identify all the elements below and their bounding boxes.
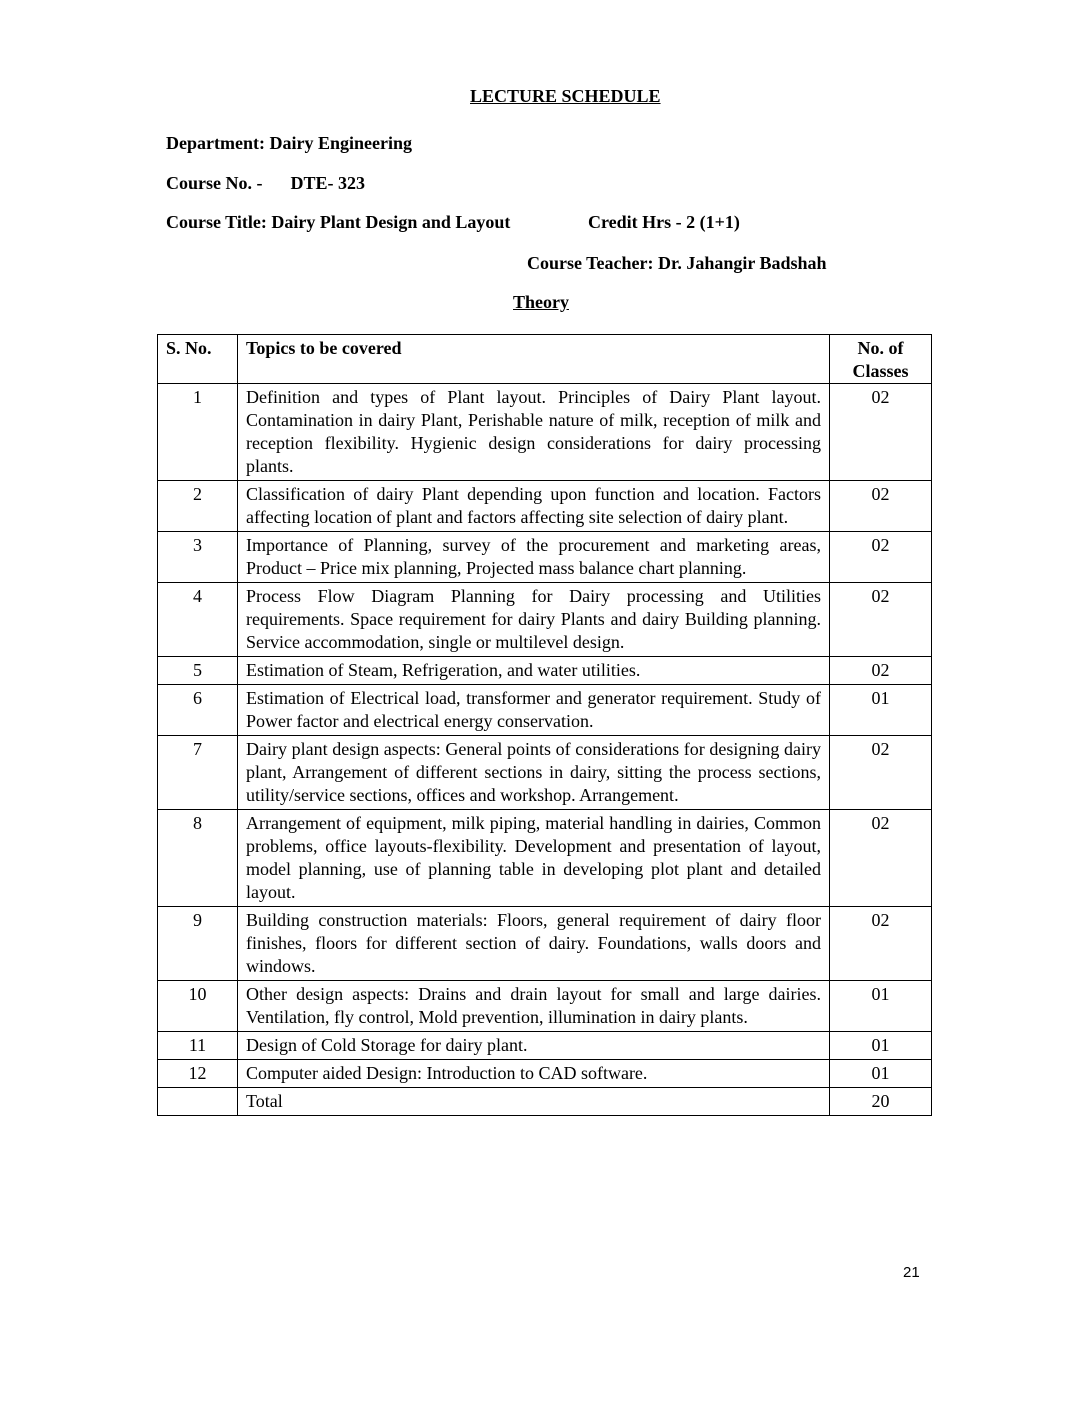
cell-sno: 1 xyxy=(158,384,238,481)
cell-classes: 01 xyxy=(830,981,932,1032)
credit-hours: Credit Hrs - 2 (1+1) xyxy=(588,212,740,232)
cell-topic: Design of Cold Storage for dairy plant. xyxy=(238,1032,830,1060)
cell-classes: 02 xyxy=(830,907,932,981)
table-header-row xyxy=(158,335,932,384)
table-row xyxy=(158,1032,932,1060)
cell-sno: 10 xyxy=(158,981,238,1032)
cell-classes: 02 xyxy=(830,481,932,532)
table-row xyxy=(158,481,932,532)
cell-sno: 5 xyxy=(158,657,238,685)
table-row xyxy=(158,810,932,907)
cell-sno: 8 xyxy=(158,810,238,907)
cell-topic: Computer aided Design: Introduction to CAD software. xyxy=(238,1060,830,1088)
table-row xyxy=(158,1088,932,1116)
cell-sno: 9 xyxy=(158,907,238,981)
cell-topic: Estimation of Steam, Refrigeration, and water utilities. xyxy=(238,657,830,685)
table-row xyxy=(158,532,932,583)
cell-sno: 4 xyxy=(158,583,238,657)
course-title-line: Course Title: Dairy Plant Design and Layout xyxy=(166,212,511,232)
cell-topic: Building construction materials: Floors, general requirement of dairy floor finishes, floors for different section of dairy. Foundations, walls doors and windows. xyxy=(238,907,830,981)
document-title: LECTURE SCHEDULE xyxy=(470,86,661,106)
course-teacher: Course Teacher: Dr. Jahangir Badshah xyxy=(527,253,827,273)
cell-classes: 20 xyxy=(830,1088,932,1116)
cell-sno xyxy=(158,1088,238,1116)
page-number: 21 xyxy=(903,1264,920,1281)
table-row xyxy=(158,907,932,981)
table-row xyxy=(158,685,932,736)
table-row xyxy=(158,657,932,685)
course-number-value: DTE- 323 xyxy=(290,173,366,193)
cell-topic: Total xyxy=(238,1088,830,1116)
header-topics: Topics to be covered xyxy=(238,335,830,384)
cell-classes: 01 xyxy=(830,1032,932,1060)
table-row xyxy=(158,1060,932,1088)
cell-sno: 12 xyxy=(158,1060,238,1088)
cell-topic: Estimation of Electrical load, transformer and generator requirement. Study of Power factor and electrical energy conservation. xyxy=(238,685,830,736)
department-line: Department: Dairy Engineering xyxy=(166,133,412,153)
cell-sno: 2 xyxy=(158,481,238,532)
cell-topic: Classification of dairy Plant depending upon function and location. Factors affecting location of plant and factors affecting site selection of dairy plant. xyxy=(238,481,830,532)
cell-topic: Dairy plant design aspects: General points of considerations for designing dairy plant, Arrangement of different sections in dairy, sitting the process sections, utility/service sections, offices and workshop. Arrangement. xyxy=(238,736,830,810)
header-classes: No. of Classes xyxy=(830,335,932,384)
cell-sno: 11 xyxy=(158,1032,238,1060)
table-row xyxy=(158,583,932,657)
table-row xyxy=(158,384,932,481)
cell-classes: 02 xyxy=(830,384,932,481)
cell-sno: 3 xyxy=(158,532,238,583)
course-number-line xyxy=(166,173,365,194)
cell-classes: 02 xyxy=(830,810,932,907)
cell-classes: 02 xyxy=(830,736,932,810)
cell-classes: 01 xyxy=(830,1060,932,1088)
cell-topic: Arrangement of equipment, milk piping, material handling in dairies, Common problems, office layouts-flexibility. Development and presentation of layout, model planning, use of planning table in developing plot plant and detailed layout. xyxy=(238,810,830,907)
lecture-schedule-table xyxy=(157,334,932,1116)
cell-topic: Definition and types of Plant layout. Principles of Dairy Plant layout. Contamination in dairy Plant, Perishable nature of milk, reception of milk and reception flexibility. Hygienic design considerations for dairy processing plants. xyxy=(238,384,830,481)
cell-topic: Importance of Planning, survey of the procurement and marketing areas, Product – Price mix planning, Projected mass balance chart planning. xyxy=(238,532,830,583)
cell-classes: 02 xyxy=(830,583,932,657)
cell-classes: 02 xyxy=(830,657,932,685)
cell-topic: Process Flow Diagram Planning for Dairy processing and Utilities requirements. Space requirement for dairy Plants and dairy Building planning. Service accommodation, single or multilevel design. xyxy=(238,583,830,657)
table-row xyxy=(158,981,932,1032)
cell-classes: 01 xyxy=(830,685,932,736)
cell-classes: 02 xyxy=(830,532,932,583)
section-heading: Theory xyxy=(513,292,569,312)
table-body xyxy=(158,384,932,1116)
cell-sno: 6 xyxy=(158,685,238,736)
course-number-label: Course No. - xyxy=(166,173,263,193)
cell-topic: Other design aspects: Drains and drain layout for small and large dairies. Ventilation, fly control, Mold prevention, illumination in dairy plants. xyxy=(238,981,830,1032)
cell-sno: 7 xyxy=(158,736,238,810)
table-row xyxy=(158,736,932,810)
header-sno: S. No. xyxy=(158,335,238,384)
